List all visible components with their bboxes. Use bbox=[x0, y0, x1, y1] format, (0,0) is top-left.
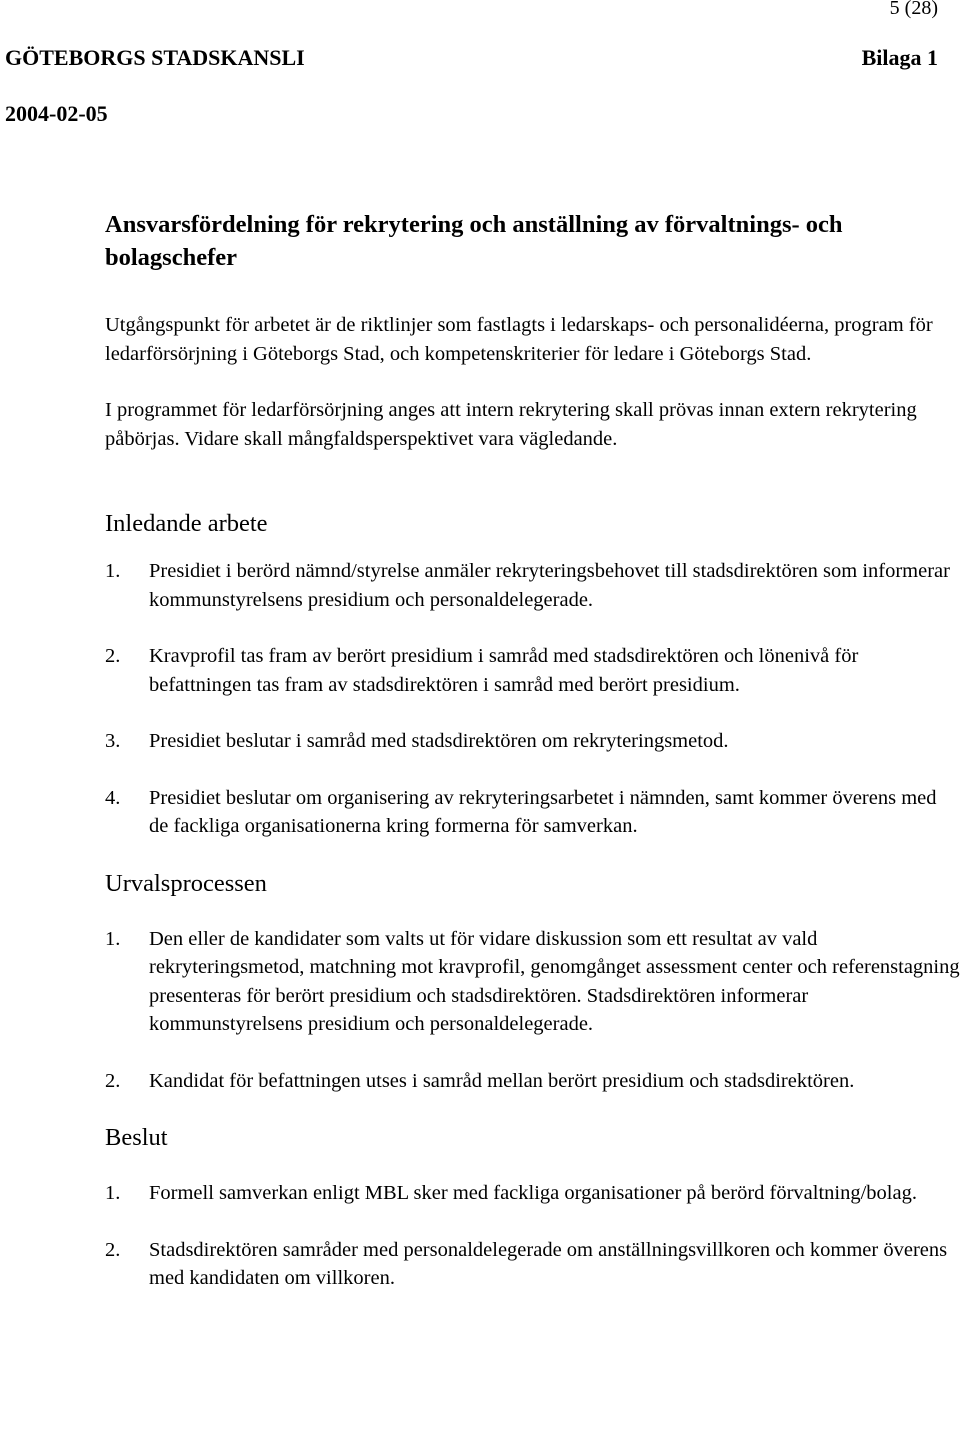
header-attachment-label: Bilaga 1 bbox=[861, 45, 938, 70]
list-item-number: 1. bbox=[105, 927, 121, 950]
list-item bbox=[105, 784, 960, 841]
document-title: Ansvarsfördelning för rekrytering och anställning av förvaltnings- och bolagschefer bbox=[105, 211, 843, 271]
document-body bbox=[105, 208, 960, 1293]
list-item-number: 2. bbox=[105, 1238, 121, 1261]
list-item bbox=[105, 1236, 960, 1293]
list-item-text: Presidiet i berörd nämnd/styrelse anmäler rekryteringsbehovet till stadsdirektören som informerar kommunstyrelsens presidium och personaldelegerade. bbox=[149, 560, 950, 611]
list-item-number: 2. bbox=[105, 645, 121, 667]
list-item bbox=[105, 1067, 960, 1096]
list-item-text: Kandidat för befattningen utses i samråd mellan berört presidium och stadsdirektören. bbox=[149, 1069, 855, 1092]
list-item bbox=[105, 557, 960, 614]
intro-paragraph: I programmet för ledarförsörjning anges att intern rekrytering skall prövas innan extern rekrytering påbörjas. Vidare skall mångfaldsperspektivet vara vägledande. bbox=[105, 399, 917, 450]
section-list-inledande bbox=[105, 557, 960, 841]
list-item-text: Stadsdirektören samråder med personaldelegerade om anställningsvillkoren och kommer överens med kandidaten om villkoren. bbox=[149, 1238, 948, 1289]
list-item bbox=[105, 1179, 960, 1208]
list-item-number: 1. bbox=[105, 1182, 121, 1204]
list-item-text: Presidiet beslutar om organisering av rekryteringsarbetet i nämnden, samt kommer överens med de fackliga organisationerna kring formerna för samverkan. bbox=[149, 786, 937, 837]
list-item-text: Formell samverkan enligt MBL sker med fackliga organisationer på berörd förvaltning/bolag. bbox=[149, 1182, 917, 1204]
page-number: 5 (28) bbox=[889, 0, 938, 19]
list-item-text: Kravprofil tas fram av berört presidium i samråd med stadsdirektören och lönenivå för befattningen tas fram av stadsdirektören i samråd med berört presidium. bbox=[149, 645, 859, 696]
list-item-number: 1. bbox=[105, 560, 121, 582]
list-item bbox=[105, 642, 960, 699]
list-item-text: Den eller de kandidater som valts ut för vidare diskussion som ett resultat av vald rekryteringsmetod, matchning mot kravprofil, genomgånget assessment center och referenstagning presenteras för berört presidium och stadsdirektören. Stadsdirektören informerar kommunstyrelsens presidium och personaldelegerade. bbox=[149, 927, 960, 1035]
list-item bbox=[105, 727, 960, 756]
list-item-number: 4. bbox=[105, 786, 121, 809]
list-item-number: 3. bbox=[105, 730, 121, 752]
section-heading-urvalsprocessen: Urvalsprocessen bbox=[105, 869, 267, 897]
section-heading-beslut: Beslut bbox=[105, 1124, 168, 1151]
list-item bbox=[105, 925, 960, 1039]
list-item-number: 2. bbox=[105, 1069, 121, 1092]
section-heading-inledande: Inledande arbete bbox=[105, 510, 268, 537]
header-organization: GÖTEBORGS STADSKANSLI bbox=[5, 45, 305, 70]
section-list-urvalsprocessen bbox=[105, 925, 960, 1096]
list-item-text: Presidiet beslutar i samråd med stadsdirektören om rekryteringsmetod. bbox=[149, 730, 729, 752]
intro-paragraph: Utgångspunkt för arbetet är de riktlinjer som fastlagts i ledarskaps- och personalidéerna, program för ledarförsörjning i Göteborgs Stad, och kompetenskriterier för ledare i Göteborgs Stad. bbox=[105, 314, 933, 365]
header-date: 2004-02-05 bbox=[5, 101, 108, 126]
section-list-beslut bbox=[105, 1179, 960, 1293]
